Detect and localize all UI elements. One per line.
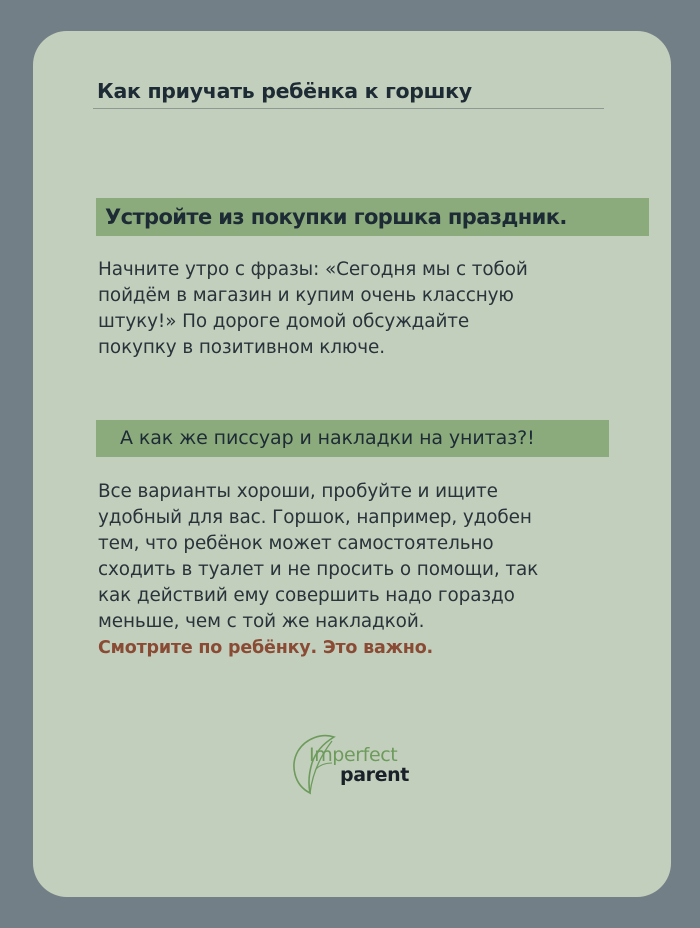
paragraph-line: штуку!» По дороге домой обсуждайте [98,311,470,332]
section-2-heading: А как же писсуар и накладки на унитаз?! [96,420,609,457]
emphasis-note: Смотрите по ребёнку. Это важно. [98,638,433,658]
section-1-heading: Устройте из покупки горшка праздник. [96,198,649,236]
paragraph-line: Начните утро с фразы: «Сегодня мы с тобой [98,259,528,280]
paragraph-line: меньше, чем с той же накладкой. [98,611,425,632]
paragraph-line: Все варианты хороши, пробуйте и ищите [98,481,498,502]
brand-logo [286,729,426,795]
paragraph-line: покупку в позитивном ключе. [98,337,385,358]
logo-text-parent: parent [340,764,409,786]
section-1-paragraph [98,257,528,361]
section-2-paragraph [98,479,538,661]
paragraph-line: пойдём в магазин и купим очень классную [98,285,514,306]
content-card [33,31,671,897]
title-divider [93,108,604,109]
paragraph-line: как действий ему совершить надо гораздо [98,585,515,606]
page-title: Как приучать ребёнка к горшку [97,79,472,103]
logo-text-imperfect: Imperfect [309,744,398,766]
paragraph-line: сходить в туалет и не просить о помощи, так [98,559,539,580]
paragraph-line: удобный для вас. Горшок, например, удобен [98,507,532,528]
paragraph-line: тем, что ребёнок может самостоятельно [98,533,494,554]
